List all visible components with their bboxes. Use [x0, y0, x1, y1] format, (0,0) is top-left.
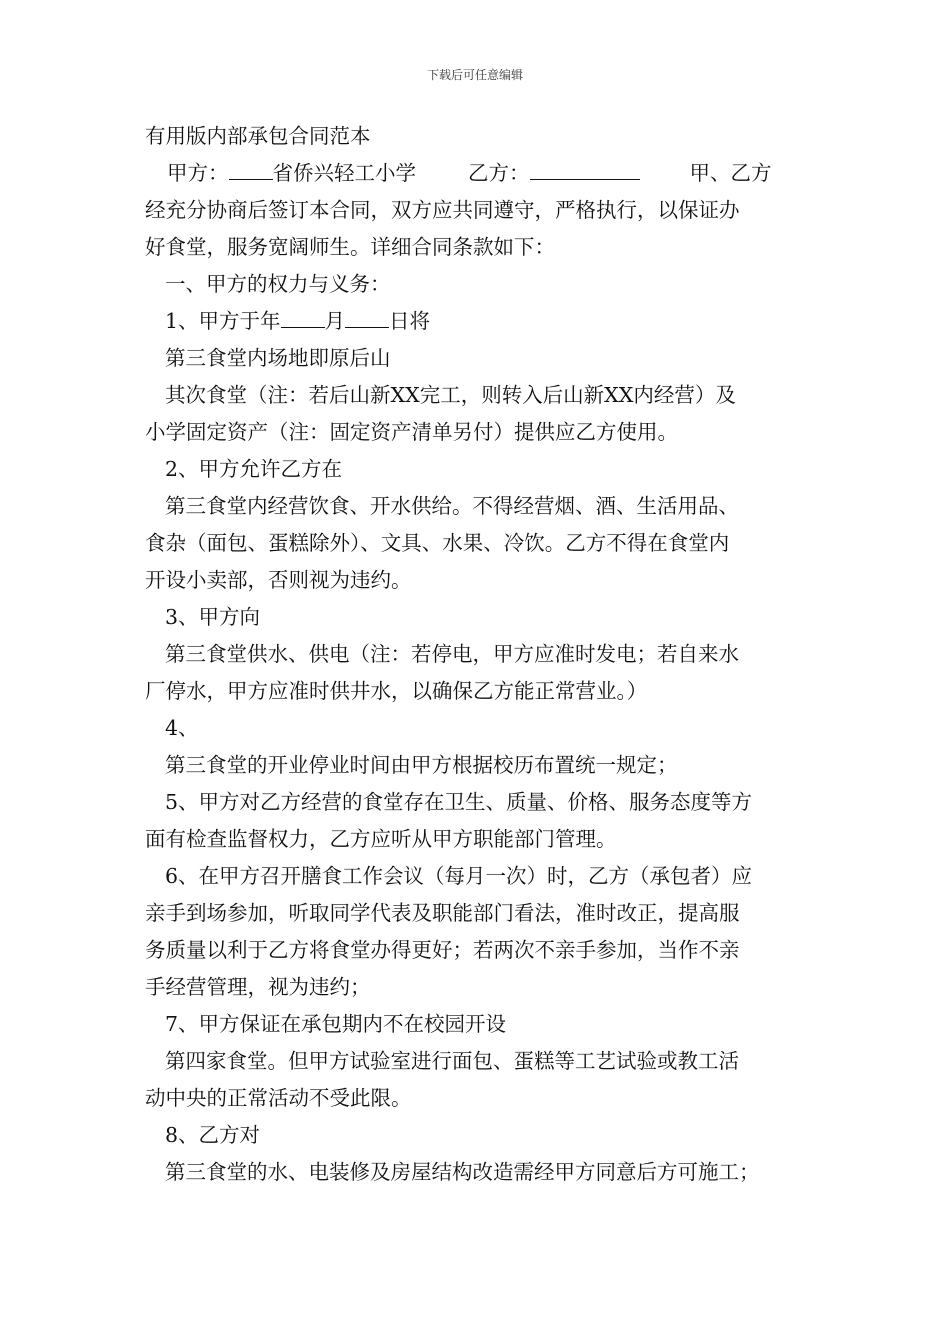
clause-line: 7、甲方保证在承包期内不在校园开设 [165, 1012, 507, 1036]
text-line: 手经营管理，视为违约； [145, 975, 371, 999]
document-body [145, 118, 815, 1191]
text-line: 务质量以利于乙方将食堂办得更好；若两次不亲手参加，当作不亲 [145, 938, 740, 962]
clause-1-part-c: 日将 [389, 309, 431, 333]
intro-line: 好食堂，服务宽阔师生。详细合同条款如下： [145, 235, 555, 259]
text-line: 第三食堂的开业停业时间由甲方根据校历布置统一规定； [165, 753, 678, 777]
text-line: 亲手到场参加，听取同学代表及职能部门看法，准时改正，提高服 [145, 901, 740, 925]
clause-line: 3、甲方向 [165, 605, 261, 629]
clause-line: 4、 [165, 716, 199, 740]
day-blank [345, 305, 389, 328]
party-b-blank [530, 157, 640, 180]
text-line: 第三食堂的水、电装修及房屋结构改造需经甲方同意后方可施工； [165, 1160, 760, 1184]
intro-tail: 甲、乙方 [689, 161, 772, 185]
clause-line: 8、乙方对 [165, 1123, 261, 1147]
party-a-blank [229, 157, 273, 180]
clause-1-part-a: 1、甲方于年 [165, 309, 281, 333]
text-line: 第三食堂内经营饮食、开水供给。不得经营烟、酒、生活用品、 [165, 494, 739, 518]
clause-line: 6、在甲方召开膳食工作会议（每月一次）时，乙方（承包者）应 [165, 864, 753, 888]
text-line: 第三食堂内场地即原后山 [165, 346, 391, 370]
party-a-name: 省侨兴轻工小学 [272, 161, 416, 185]
month-blank [281, 305, 325, 328]
intro-line: 经充分协商后签订本合同，双方应共同遵守，严格执行，以保证办 [145, 198, 740, 222]
text-line: 第四家食堂。但甲方试验室进行面包、蛋糕等工艺试验或教工活 [165, 1049, 739, 1073]
text-line: 第三食堂供水、供电（注：若停电，甲方应准时发电；若自来水 [165, 642, 739, 666]
text-line: 开设小卖部，否则视为违约。 [145, 568, 412, 592]
parties-line [145, 155, 815, 192]
page-header-note: 下载后可任意编辑 [426, 68, 523, 82]
clause-1-part-b: 月 [324, 309, 346, 333]
text-line: 厂停水，甲方应准时供井水，以确保乙方能正常营业。） [145, 679, 648, 703]
clause-line: 2、甲方允许乙方在 [165, 457, 343, 481]
text-line: 动中央的正常活动不受此限。 [145, 1086, 412, 1110]
text-line: 面有检查监督权力，乙方应听从甲方职能部门管理。 [145, 827, 617, 851]
party-a-label: 甲方： [167, 161, 229, 185]
text-line: 其次食堂（注：若后山新XX完工，则转入后山新XX内经营）及 [165, 383, 736, 407]
document-title: 有用版内部承包合同范本 [145, 124, 371, 148]
section-heading: 一、甲方的权力与义务： [165, 272, 391, 296]
text-line: 小学固定资产（注：固定资产清单另付）提供应乙方使用。 [145, 420, 678, 444]
clause-1-line [145, 303, 815, 340]
party-b-label: 乙方： [468, 161, 530, 185]
clause-line: 5、甲方对乙方经营的食堂存在卫生、质量、价格、服务态度等方 [165, 790, 753, 814]
text-line: 食杂（面包、蛋糕除外）、文具、水果、冷饮。乙方不得在食堂内 [145, 531, 730, 555]
